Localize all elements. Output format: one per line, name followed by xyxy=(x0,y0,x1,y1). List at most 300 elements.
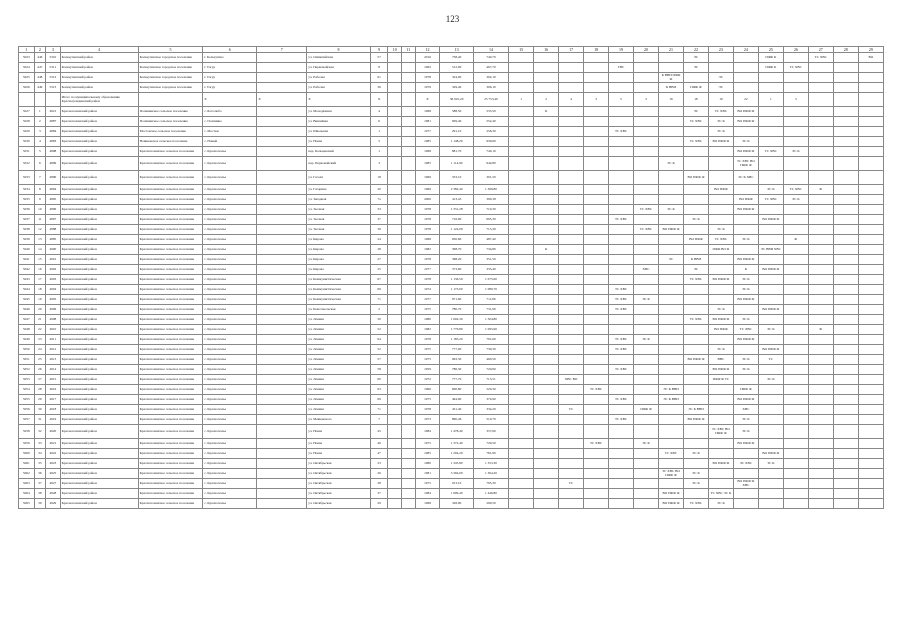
table-cell: 1 372,40 xyxy=(440,439,473,449)
table-cell xyxy=(257,469,307,479)
table-cell: 5039 xyxy=(19,235,35,245)
table-cell xyxy=(401,325,415,335)
table-cell: Новиковское сельское поселение xyxy=(138,137,203,147)
table-cell xyxy=(833,205,858,215)
table-cell: 1975 xyxy=(415,479,440,489)
table-cell: 4 xyxy=(559,93,584,107)
table-cell xyxy=(808,117,833,127)
table-cell: 1968 xyxy=(415,235,440,245)
table-cell xyxy=(257,295,307,305)
table-cell: 5052 xyxy=(19,365,35,375)
table-cell xyxy=(783,415,808,425)
table-cell: 4884 xyxy=(46,127,61,137)
table-cell: 5043 xyxy=(19,275,35,285)
table-cell xyxy=(401,499,415,509)
table-cell xyxy=(634,425,659,439)
table-cell xyxy=(634,285,659,295)
table-cell xyxy=(658,305,683,315)
table-cell: 2 xyxy=(34,117,45,127)
table-cell: 448 xyxy=(34,73,45,83)
table-row xyxy=(19,185,884,195)
table-cell xyxy=(609,439,634,449)
table-cell xyxy=(388,439,402,449)
table-cell: 21 xyxy=(34,315,45,325)
table-cell: 4922 xyxy=(46,449,61,459)
column-number-cell: 29 xyxy=(858,47,883,53)
table-cell: Краснополянский район xyxy=(60,205,138,215)
table-cell xyxy=(401,147,415,157)
table-cell xyxy=(858,395,883,405)
table-cell: 1 331,28 xyxy=(440,205,473,215)
table-cell xyxy=(858,73,883,83)
table-cell xyxy=(634,489,659,499)
table-cell xyxy=(257,73,307,83)
table-cell: г. Тогур xyxy=(203,63,257,73)
table-cell: ЭС К xyxy=(634,335,659,345)
table-cell: ул. Вишнёвая xyxy=(307,117,370,127)
table-cell xyxy=(401,185,415,195)
table-cell xyxy=(783,255,808,265)
table-cell: 18 xyxy=(683,93,708,107)
table-cell xyxy=(388,459,402,469)
table-cell xyxy=(388,365,402,375)
table-cell xyxy=(733,185,758,195)
table-cell xyxy=(584,127,609,137)
table-cell xyxy=(509,325,534,335)
table-cell: 1978 xyxy=(415,275,440,285)
table-cell xyxy=(808,225,833,235)
table-cell xyxy=(559,385,584,395)
table-cell: Ф xyxy=(808,185,833,195)
table-cell: ТС ХВС xyxy=(634,225,659,235)
table-cell: 38 xyxy=(34,489,45,499)
table-cell xyxy=(509,127,534,137)
table-cell: ул. Кирова xyxy=(307,255,370,265)
table-cell: 890,46 xyxy=(440,415,473,425)
table-cell xyxy=(401,425,415,439)
table-cell: 1975 xyxy=(415,395,440,405)
table-cell: ЭС К xyxy=(683,479,708,489)
table-cell xyxy=(808,479,833,489)
table-cell xyxy=(808,195,833,205)
table-cell xyxy=(401,439,415,449)
table-cell: 5031 xyxy=(19,147,35,157)
table-cell: ВО ПФФ Ф xyxy=(708,275,733,285)
table-cell: ул. Ленина xyxy=(307,345,370,355)
table-cell xyxy=(388,415,402,425)
table-cell xyxy=(34,93,45,107)
column-number-cell: 26 xyxy=(783,47,808,53)
table-cell: 24 xyxy=(370,235,388,245)
table-body xyxy=(19,47,884,509)
table-cell: ЭС К xyxy=(708,499,733,509)
table-cell xyxy=(634,345,659,355)
table-row xyxy=(19,157,884,171)
table-cell: ЭС xyxy=(708,83,733,93)
table-cell xyxy=(758,499,783,509)
table-cell xyxy=(559,215,584,225)
table-row xyxy=(19,195,884,205)
table-row xyxy=(19,235,884,245)
table-cell: с. Краснополье xyxy=(203,315,257,325)
table-row xyxy=(19,325,884,335)
table-cell xyxy=(509,385,534,395)
table-cell xyxy=(733,449,758,459)
table-cell xyxy=(808,63,833,73)
table-cell: 6 xyxy=(370,117,388,127)
table-cell: ЭС К xyxy=(733,275,758,285)
table-cell: 5028 xyxy=(19,117,35,127)
table-cell xyxy=(708,147,733,157)
table-cell: Краснополянский район xyxy=(60,137,138,147)
table-cell xyxy=(257,395,307,405)
table-cell xyxy=(758,235,783,245)
table-cell xyxy=(733,225,758,235)
table-cell: ТС ХВС xyxy=(584,385,609,395)
table-cell xyxy=(401,195,415,205)
table-cell xyxy=(509,205,534,215)
table-cell xyxy=(401,479,415,489)
table-cell xyxy=(559,245,584,255)
table-cell xyxy=(609,117,634,127)
table-cell: Краснополянское сельское поселение xyxy=(138,215,203,225)
table-row xyxy=(19,385,884,395)
table-cell xyxy=(609,195,634,205)
table-cell: с. Краснополье xyxy=(203,245,257,255)
table-cell: 334,20 xyxy=(473,405,508,415)
table-cell: ТС xyxy=(559,479,584,489)
table-cell: К xyxy=(534,107,559,117)
table-cell: 5055 xyxy=(19,395,35,405)
table-cell: 720,90 xyxy=(473,365,508,375)
table-cell xyxy=(584,479,609,489)
table-cell xyxy=(634,117,659,127)
table-cell xyxy=(584,53,609,63)
table-cell xyxy=(658,117,683,127)
table-cell xyxy=(534,295,559,305)
table-cell xyxy=(257,365,307,375)
table-cell xyxy=(683,225,708,235)
table-cell: 5312 xyxy=(46,73,61,83)
table-cell xyxy=(634,325,659,335)
table-cell xyxy=(534,205,559,215)
table-cell: ВО ПФФ Ф xyxy=(758,305,783,315)
table-cell xyxy=(401,335,415,345)
table-cell xyxy=(783,479,808,489)
table-cell xyxy=(658,375,683,385)
table-cell xyxy=(388,315,402,325)
table-cell xyxy=(534,171,559,185)
table-cell: ЭС xyxy=(683,53,708,63)
table-cell: К xyxy=(733,265,758,275)
table-cell xyxy=(808,93,833,107)
table-cell xyxy=(833,355,858,365)
table-cell: ЭС ХВС xyxy=(733,459,758,469)
table-cell: с. Мостки xyxy=(203,127,257,137)
table-cell: Краснополянское сельское поселение xyxy=(138,345,203,355)
table-cell xyxy=(401,127,415,137)
table-cell: 4901 xyxy=(46,255,61,265)
table-cell: 45 xyxy=(370,425,388,439)
table-cell: 328,90 xyxy=(440,499,473,509)
table-cell: Краснополянское сельское поселение xyxy=(138,255,203,265)
table-row xyxy=(19,265,884,275)
table-cell xyxy=(388,73,402,83)
table-cell: ул. Ленина xyxy=(307,355,370,365)
table-cell xyxy=(584,73,609,83)
table-cell xyxy=(808,83,833,93)
table-cell: 19 xyxy=(708,93,733,107)
table-cell xyxy=(758,107,783,117)
table-cell: с. Новый xyxy=(203,137,257,147)
table-cell: 36 xyxy=(34,469,45,479)
table-cell xyxy=(534,157,559,171)
table-cell: 1 xyxy=(370,147,388,157)
table-cell xyxy=(559,449,584,459)
table-cell xyxy=(808,157,833,171)
table-cell: 11 xyxy=(34,215,45,225)
table-cell xyxy=(401,137,415,147)
table-cell: ВО ПФФ Ф xyxy=(683,355,708,365)
table-cell: ЭС К xyxy=(733,425,758,439)
table-cell xyxy=(559,147,584,157)
table-cell xyxy=(808,171,833,185)
table-cell xyxy=(758,395,783,405)
table-cell: Краснополянский район xyxy=(60,469,138,479)
table-cell xyxy=(388,275,402,285)
table-cell xyxy=(683,395,708,405)
table-cell xyxy=(559,439,584,449)
table-cell: ТС ХВС xyxy=(708,107,733,117)
table-cell xyxy=(783,305,808,315)
table-cell: 306,10 xyxy=(473,83,508,93)
table-cell: 24 xyxy=(34,345,45,355)
table-cell xyxy=(634,415,659,425)
table-cell xyxy=(733,215,758,225)
table-cell xyxy=(658,325,683,335)
table-cell xyxy=(808,215,833,225)
table-cell: Краснополянский район xyxy=(60,305,138,315)
table-cell: Краснополянское сельское поселение xyxy=(138,365,203,375)
table-cell: Краснополянский район xyxy=(60,127,138,137)
table-cell xyxy=(257,255,307,265)
table-cell xyxy=(401,107,415,117)
table-cell xyxy=(708,405,733,415)
table-cell xyxy=(808,305,833,315)
table-cell xyxy=(683,295,708,305)
table-cell xyxy=(257,265,307,275)
table-cell xyxy=(683,335,708,345)
table-cell: ул. Ленина xyxy=(307,375,370,385)
table-cell xyxy=(634,385,659,395)
table-cell: 2006 xyxy=(415,195,440,205)
table-cell xyxy=(783,295,808,305)
table-row xyxy=(19,63,884,73)
table-cell xyxy=(833,335,858,345)
table-cell: 1982 xyxy=(415,245,440,255)
table-cell: 333,10 xyxy=(440,171,473,185)
table-cell: 881,70 xyxy=(440,147,473,157)
table-cell: ХВС xyxy=(733,405,758,415)
table-cell xyxy=(808,375,833,385)
table-cell xyxy=(388,117,402,127)
table-cell: 413,43 xyxy=(440,195,473,205)
table-cell: 600,80 xyxy=(440,385,473,395)
table-cell xyxy=(584,335,609,345)
table-cell: 52 xyxy=(370,345,388,355)
table-cell: 15 xyxy=(34,255,45,265)
table-cell: 5027 xyxy=(19,107,35,117)
table-cell: ЭС К xyxy=(708,117,733,127)
table-cell: 731,90 xyxy=(473,305,508,315)
table-cell xyxy=(584,265,609,275)
table-cell xyxy=(783,345,808,355)
table-cell xyxy=(783,265,808,275)
table-cell xyxy=(833,305,858,315)
table-cell xyxy=(708,335,733,345)
table-cell xyxy=(683,439,708,449)
table-cell: ТС ХВС ВО ПФФ Ф xyxy=(733,157,758,171)
table-cell xyxy=(509,499,534,509)
table-cell: 1975 xyxy=(415,305,440,315)
table-cell xyxy=(658,215,683,225)
table-cell xyxy=(808,449,833,459)
table-cell xyxy=(509,107,534,117)
table-cell xyxy=(783,365,808,375)
table-cell: Краснополянское сельское поселение xyxy=(138,295,203,305)
table-cell xyxy=(833,469,858,479)
table-cell xyxy=(609,499,634,509)
table-cell: 5032 xyxy=(19,157,35,171)
table-cell xyxy=(257,107,307,117)
table-cell: ул. Гагарина xyxy=(307,185,370,195)
table-cell: 37 xyxy=(370,215,388,225)
table-cell xyxy=(658,295,683,305)
table-cell xyxy=(733,469,758,479)
table-cell: 4918 xyxy=(46,405,61,415)
table-cell: ТС ХВС ВО ПФФ Ф xyxy=(658,469,683,479)
table-cell xyxy=(401,225,415,235)
table-cell: Краснополянское сельское поселение xyxy=(138,469,203,479)
table-cell xyxy=(509,365,534,375)
table-cell xyxy=(559,305,584,315)
table-cell xyxy=(257,137,307,147)
table-cell xyxy=(401,245,415,255)
table-cell: 5035 xyxy=(19,195,35,205)
table-cell: 5026 xyxy=(19,83,35,93)
table-cell xyxy=(808,245,833,255)
table-cell xyxy=(401,63,415,73)
table-cell: 4921 xyxy=(46,439,61,449)
table-cell: Краснополянский район xyxy=(60,245,138,255)
table-cell: пер. Первомайский xyxy=(307,157,370,171)
table-row xyxy=(19,147,884,157)
table-cell xyxy=(534,305,559,315)
table-cell xyxy=(534,365,559,375)
table-cell xyxy=(609,385,634,395)
table-cell: 5037 xyxy=(19,215,35,225)
table-cell: ТС ХВС xyxy=(783,63,808,73)
table-cell xyxy=(634,73,659,83)
table-cell: 398,70 xyxy=(440,245,473,255)
column-number-cell: 16 xyxy=(534,47,559,53)
table-cell xyxy=(758,83,783,93)
table-cell xyxy=(708,479,733,489)
table-cell xyxy=(683,489,708,499)
table-cell: 12 xyxy=(34,225,45,235)
table-cell: 1968 xyxy=(415,107,440,117)
table-cell xyxy=(708,53,733,63)
table-cell xyxy=(388,449,402,459)
table-cell xyxy=(658,107,683,117)
table-cell: 1980 xyxy=(415,315,440,325)
table-cell: 5048 xyxy=(19,325,35,335)
table-cell: 6 xyxy=(34,157,45,171)
table-cell xyxy=(708,415,733,425)
table-cell: г. Тогур xyxy=(203,83,257,93)
table-cell: 4925 xyxy=(46,469,61,479)
table-cell xyxy=(401,117,415,127)
column-number-cell: 8 xyxy=(307,47,370,53)
table-cell: ул. Заозная xyxy=(307,215,370,225)
table-cell xyxy=(658,415,683,425)
table-cell xyxy=(534,225,559,235)
table-cell: ТС ХВС xyxy=(584,439,609,449)
table-cell xyxy=(388,195,402,205)
table-cell: 67 xyxy=(370,275,388,285)
table-cell xyxy=(584,171,609,185)
table-cell xyxy=(658,147,683,157)
table-cell xyxy=(401,295,415,305)
table-cell: ул. Новая xyxy=(307,425,370,439)
table-cell xyxy=(559,195,584,205)
table-cell: 758,40 xyxy=(440,53,473,63)
table-cell xyxy=(46,93,61,107)
table-cell xyxy=(257,83,307,93)
table-cell: ВО ПФФ Ф xyxy=(658,499,683,509)
table-cell: 256,30 xyxy=(473,127,508,137)
table-cell xyxy=(609,355,634,365)
table-cell xyxy=(858,255,883,265)
table-cell xyxy=(257,499,307,509)
table-cell: ТС ХВС xyxy=(609,415,634,425)
table-cell: ул. Коммунистическая xyxy=(307,285,370,295)
table-cell xyxy=(634,469,659,479)
table-cell: с. Краснополье xyxy=(203,171,257,185)
column-number-cell: 24 xyxy=(733,47,758,53)
table-cell: 487,40 xyxy=(473,235,508,245)
table-cell xyxy=(658,185,683,195)
table-cell xyxy=(401,255,415,265)
table-cell: 5062 xyxy=(19,469,35,479)
table-cell xyxy=(808,107,833,117)
table-cell xyxy=(783,225,808,235)
table-cell xyxy=(833,439,858,449)
table-cell xyxy=(634,449,659,459)
table-cell: Х xyxy=(203,93,257,107)
table-cell xyxy=(833,127,858,137)
table-cell: ул. Рабочая xyxy=(307,73,370,83)
table-cell xyxy=(858,185,883,195)
table-cell: ТС ХВС xyxy=(609,365,634,375)
table-cell xyxy=(388,499,402,509)
table-cell xyxy=(257,147,307,157)
table-row xyxy=(19,73,884,83)
table-cell: 1975 xyxy=(415,355,440,365)
table-cell xyxy=(783,127,808,137)
table-cell xyxy=(733,345,758,355)
table-cell: ЭС К xyxy=(733,365,758,375)
